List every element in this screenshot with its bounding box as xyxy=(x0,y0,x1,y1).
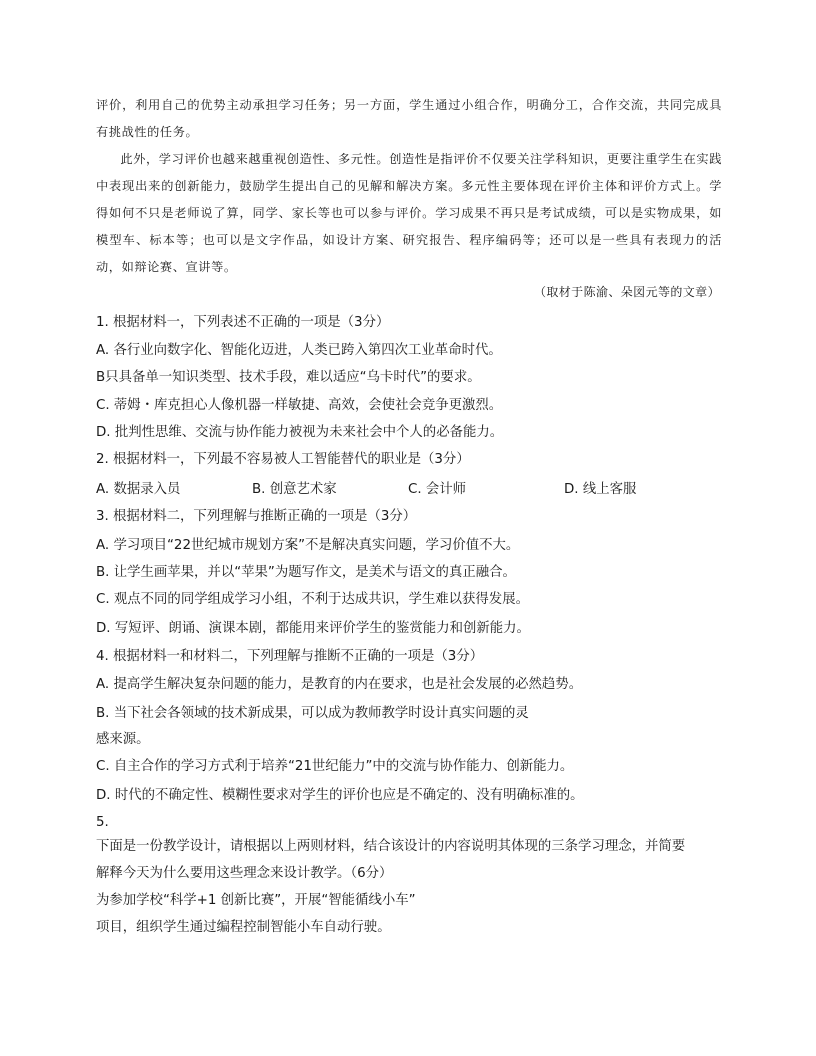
q5-number: 5. xyxy=(96,815,109,830)
q1-stem: 1. 根据材料一，下列表述不正确的一项是（3分） xyxy=(96,315,390,330)
q1-option-d: D. 批判性思维、交流与协作能力被视为未来社会中个人的必备能力。 xyxy=(96,425,504,440)
q3-option-d: D. 写短评、朗诵、演课本剧，都能用来评价学生的鉴赏能力和创新能力。 xyxy=(96,621,530,636)
q3-stem: 3. 根据材料二，下列理解与推断正确的一项是（3分） xyxy=(96,509,417,524)
q3-option-a: A. 学习项目“22世纪城市规划方案”不是解决真实问题，学习价值不大。 xyxy=(96,538,520,553)
q1-option-c: C. 蒂姆・库克担心人像机器一样敏捷、高效，会使社会竞争更激烈。 xyxy=(96,398,503,413)
q4-option-b: B. 当下社会各领域的技术新成果，可以成为教师教学时设计真实问题的灵 xyxy=(96,706,529,721)
passage-paragraph-2: 此外，学习评价也越来越重视创造性、多元性。创造性是指评价不仅要关注学科知识，更要注重学生在实践中表现出来的创新能力，鼓励学生提出自己的见解和解决方案。多元性主要体现在评价主体和评价方式上。学得如何不只是老师说了算，同学、家长等也可以参与评价。学习成果不再只是考试成绩，可以是实物成果，如模型车、标本等；也可以是文字作品，如设计方案、研究报告、程序编码等；还可以是一些具有表现力的活动，如辩论赛、宣讲等。 xyxy=(96,152,722,274)
q5-design-line-1: 为参加学校“科学+1 创新比赛”，开展“智能循线小车” xyxy=(96,893,416,908)
q1-option-b: B只具备单一知识类型、技术手段，难以适应“乌卡时代”的要求。 xyxy=(96,370,481,385)
passage-source: （取材于陈渝、朵図元等的文章） xyxy=(533,285,720,299)
q2-option-a: A. 数据录入员 xyxy=(96,482,181,497)
q4-option-a: A. 提高学生解决复杂问题的能力，是教育的内在要求，也是社会发展的必然趋势。 xyxy=(96,677,583,692)
q5-stem-line-1: 下面是一份教学设计，请根据以上两则材料，结合该设计的内容说明其体现的三条学习理念，并简要 xyxy=(96,839,686,854)
passage-paragraph-1: 评价，利用自己的优势主动承担学习任务；另一方面，学生通过小组合作，明确分工，合作交流，共同完成具有挑战性的任务。 xyxy=(96,98,722,139)
q2-stem: 2. 根据材料一，下列最不容易被人工智能替代的职业是（3分） xyxy=(96,452,470,467)
q2-option-c: C. 会计师 xyxy=(408,482,467,497)
q1-option-a: A. 各行业向数字化、智能化迈进，人类已跨入第四次工业革命时代。 xyxy=(96,343,502,358)
q3-option-b: B. 让学生画苹果，并以“苹果”为题写作文，是美术与语文的真正融合。 xyxy=(96,565,516,580)
q4-option-b-continued: 感来源。 xyxy=(96,732,150,747)
q4-stem: 4. 根据材料一和材料二，下列理解与推断不正确的一项是（3分） xyxy=(96,649,484,664)
q2-option-d: D. 线上客服 xyxy=(564,482,637,497)
q2-option-b: B. 创意艺术家 xyxy=(252,482,337,497)
q3-option-c: C. 观点不同的同学组成学习小组，不利于达成共识，学生难以获得发展。 xyxy=(96,592,529,607)
q4-option-c: C. 自主合作的学习方式利于培养“21世纪能力”中的交流与协作能力、创新能力。 xyxy=(96,759,574,774)
q5-design-line-2: 项目，组织学生通过编程控制智能小车自动行驶。 xyxy=(96,920,391,935)
q4-option-d: D. 时代的不确定性、模糊性要求对学生的评价也应是不确定的、没有明确标准的。 xyxy=(96,788,584,803)
q5-stem-line-2: 解释今天为什么要用这些理念来设计教学。（6分） xyxy=(96,866,393,881)
